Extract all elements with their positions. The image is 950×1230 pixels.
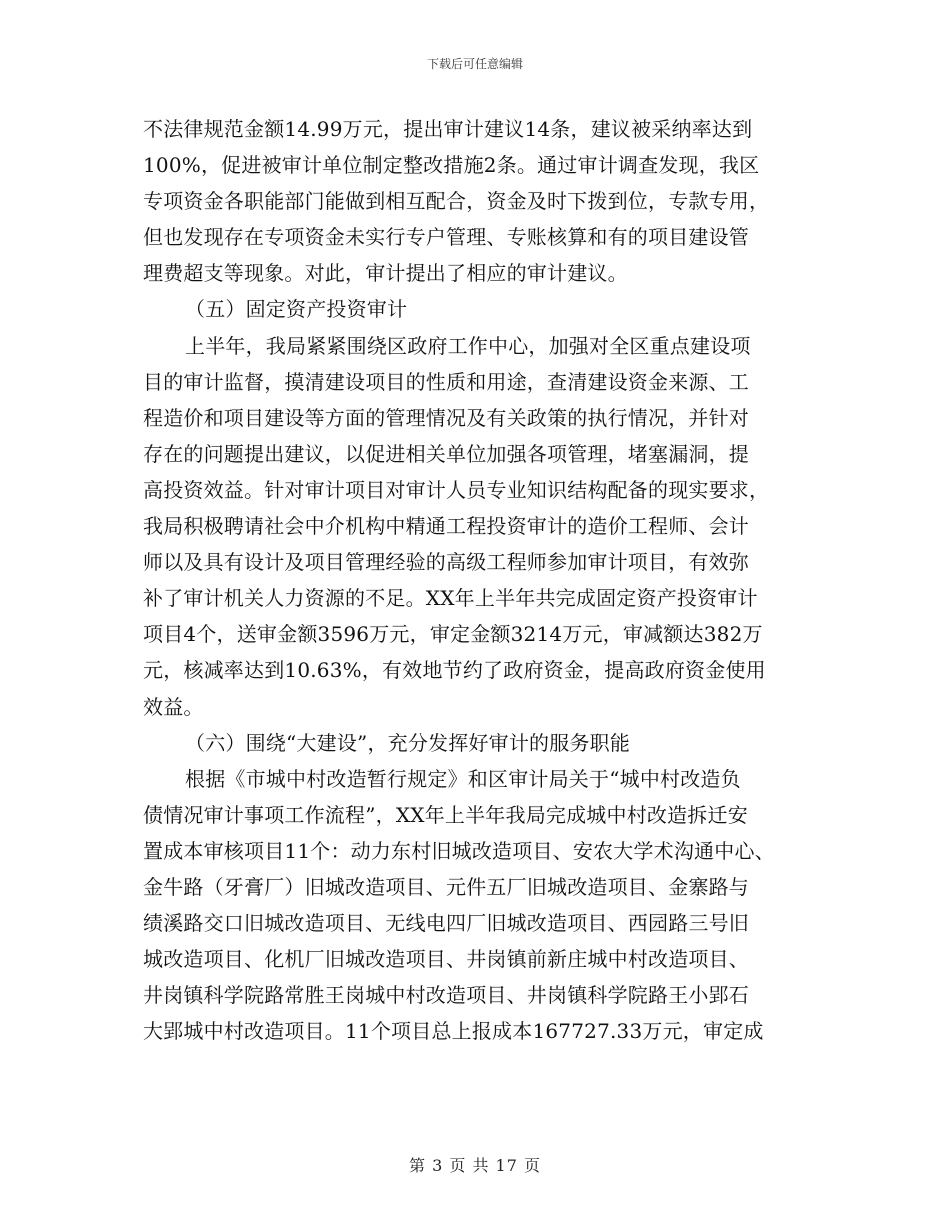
body-text-line: 师以及具有设计及项目管理经验的高级工程师参加审计项目，有效弥 — [143, 550, 749, 575]
body-text-line: 项目4个，送审金额3596万元，审定金额3214万元，审减额达382万 — [143, 622, 763, 647]
body-text-line: 井岗镇科学院路常胜王岗城中村改造项目、井岗镇科学院路王小郢石 — [143, 983, 749, 1008]
body-text-line: 债情况审计事项工作流程”，XX年上半年我局完成城中村改造拆迁安 — [143, 802, 748, 827]
body-text-line: 高投资效益。针对审计项目对审计人员专业知识结构配备的现实要求， — [143, 477, 770, 502]
body-text-line: 绩溪路交口旧城改造项目、无线电四厂旧城改造项目、西园路三号旧 — [143, 911, 749, 936]
body-text-line: 存在的问题提出建议，以促进相关单位加强各项管理，堵塞漏洞，提 — [143, 441, 749, 466]
body-text-line: 我局积极聘请社会中介机构中精通工程投资审计的造价工程师、会计 — [143, 514, 749, 539]
body-text-line: 置成本审核项目11个：动力东村旧城改造项目、安农大学术沟通中心、 — [143, 838, 775, 863]
body-text-line: （六）围绕“大建设”，充分发挥好审计的服务职能 — [185, 730, 631, 755]
page-header-note: 下载后可任意编辑 — [426, 57, 523, 71]
body-text-line: 效益。 — [143, 694, 204, 719]
body-text-line: 100%，促进被审计单位制定整改措施2条。通过审计调查发现，我区 — [143, 153, 760, 178]
body-text-line: 但也发现存在专项资金未实行专户管理、专账核算和有的项目建设管 — [143, 225, 749, 250]
body-text-line: 目的审计监督，摸清建设项目的性质和用途，查清建设资金来源、工 — [143, 369, 749, 394]
document-body — [143, 111, 803, 1049]
body-text-line: 理费超支等现象。对此，审计提出了相应的审计建议。 — [143, 261, 628, 286]
body-text-line: 不法律规范金额14.99万元，提出审计建议14条，建议被采纳率达到 — [143, 117, 753, 141]
page-number-footer: 第 3 页 共 17 页 — [409, 1156, 541, 1175]
body-text-line: （五）固定资产投资审计 — [185, 297, 408, 322]
body-text-line: 城改造项目、化机厂旧城改造项目、井岗镇前新庄城中村改造项目、 — [143, 947, 749, 972]
body-text-line: 大郢城中村改造项目。11个项目总上报成本167727.33万元，审定成 — [143, 1019, 764, 1044]
body-text-line: 补了审计机关人力资源的不足。XX年上半年共完成固定资产投资审计 — [143, 586, 758, 611]
body-text-line: 元，核减率达到10.63%，有效地节约了政府资金，提高政府资金使用 — [143, 658, 766, 683]
body-text-line: 程造价和项目建设等方面的管理情况及有关政策的执行情况，并针对 — [143, 405, 749, 430]
body-text-line: 金牛路（牙膏厂）旧城改造项目、元件五厂旧城改造项目、金寨路与 — [143, 874, 749, 899]
body-text-line: 上半年，我局紧紧围绕区政府工作中心，加强对全区重点建设项 — [185, 333, 751, 358]
body-text-line: 专项资金各职能部门能做到相互配合，资金及时下拨到位，专款专用， — [143, 189, 770, 214]
body-text-line: 根据《市城中村改造暂行规定》和区审计局关于“城中村改造负 — [185, 766, 741, 791]
